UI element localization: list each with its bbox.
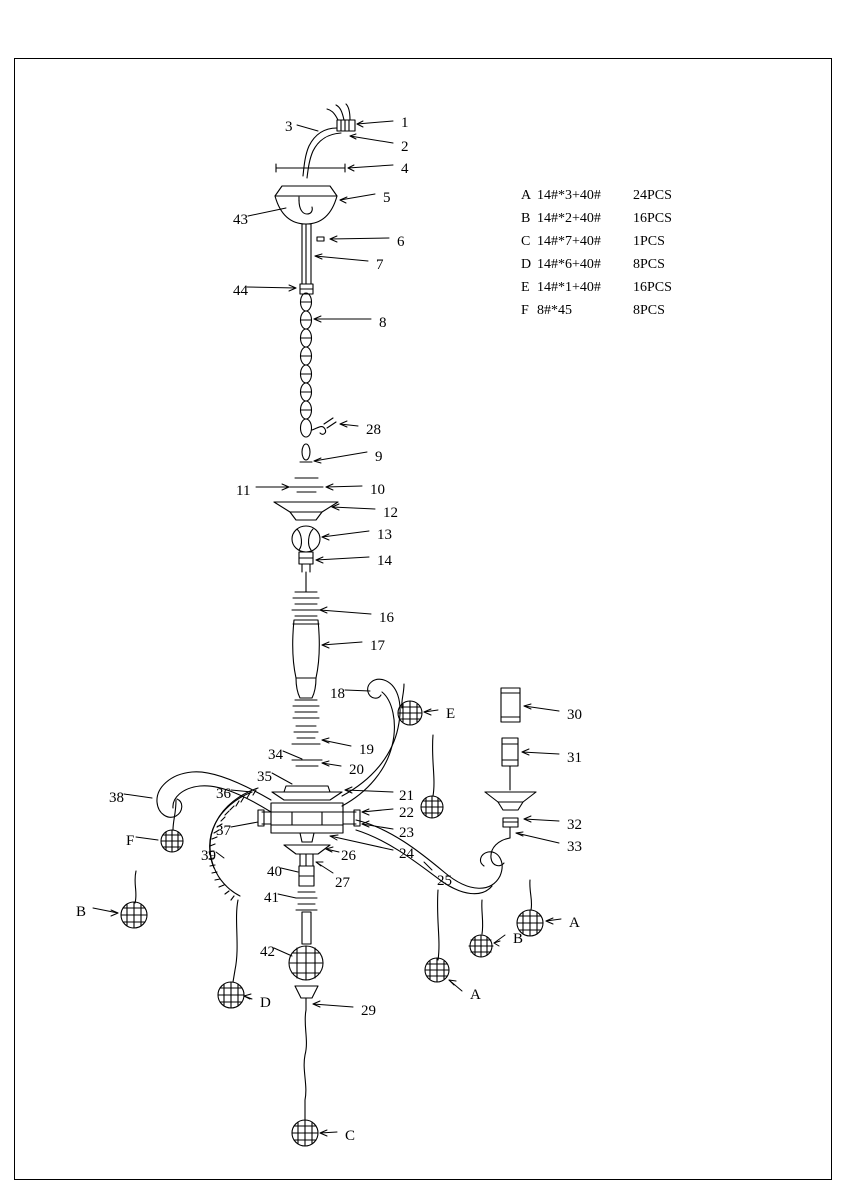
- legend-row: [521, 303, 672, 319]
- part-marker-C: C: [345, 1128, 356, 1144]
- callout-number-18: 18: [330, 686, 345, 702]
- crystal-drop-a-right: [517, 880, 543, 936]
- part-42-ball: [289, 946, 323, 980]
- part-26-dish: [284, 845, 330, 854]
- part-17-column: [293, 620, 320, 718]
- callout-number-22: 22: [399, 805, 414, 821]
- right-lower-scroll-arm: [356, 820, 502, 894]
- callout-number-44: 44: [233, 283, 248, 299]
- part-1-connector: [327, 104, 355, 131]
- callout-number-30: 30: [567, 707, 582, 723]
- part-33-nut: [503, 818, 518, 838]
- legend-row: [521, 211, 672, 227]
- part-27-stem: [300, 854, 313, 866]
- callout-number-26: 26: [341, 848, 356, 864]
- part-19-spacer: [292, 726, 320, 744]
- legend-qty: 8PCS: [633, 303, 665, 318]
- part-2-wire: [303, 128, 341, 178]
- callout-number-4: 4: [401, 161, 409, 177]
- callout-number-39: 39: [201, 848, 216, 864]
- callout-number-14: 14: [377, 553, 392, 569]
- callout-number-38: 38: [109, 790, 124, 806]
- callout-number-41: 41: [264, 890, 279, 906]
- legend-qty: 24PCS: [633, 188, 672, 203]
- left-crystal-strand-ring: [209, 788, 258, 900]
- part-letter-leaders: [93, 706, 561, 1136]
- part-7-rod: [302, 224, 311, 284]
- callout-number-7: 7: [376, 257, 384, 273]
- callout-number-1: 1: [401, 115, 409, 131]
- legend-code: 8#*45: [537, 303, 572, 318]
- part-40-sleeve: [299, 866, 314, 886]
- callout-number-27: 27: [335, 875, 350, 891]
- part-13-ball: [292, 526, 320, 552]
- legend-code: 14#*7+40#: [537, 234, 601, 249]
- callout-number-32: 32: [567, 817, 582, 833]
- part-31-sleeve: [502, 738, 518, 790]
- callout-number-34: 34: [268, 747, 283, 763]
- part-14-cap: [299, 552, 313, 572]
- callout-number-6: 6: [397, 234, 405, 250]
- callout-number-13: 13: [377, 527, 392, 543]
- callout-number-5: 5: [383, 190, 391, 206]
- callout-number-28: 28: [366, 422, 381, 438]
- part-9-loop: [300, 444, 312, 462]
- part-marker-A: A: [470, 987, 481, 1003]
- callout-number-2: 2: [401, 139, 409, 155]
- part-22-body: [258, 803, 360, 833]
- callout-number-9: 9: [375, 449, 383, 465]
- legend-qty: 1PCS: [633, 234, 665, 249]
- part-21-plate: [272, 786, 342, 800]
- part-marker-D: D: [260, 995, 271, 1011]
- part-30-sleeve: [501, 688, 520, 722]
- part-5-canopy: [275, 186, 337, 224]
- part-marker-B: B: [76, 904, 87, 920]
- callout-number-12: 12: [383, 505, 398, 521]
- part-16-spacer: [292, 572, 320, 616]
- crystal-ball-c: [292, 1120, 318, 1146]
- legend-code: 14#*6+40#: [537, 257, 601, 272]
- crystal-drop-e-mid: [421, 735, 443, 818]
- callout-number-40: 40: [267, 864, 282, 880]
- legend-qty: 16PCS: [633, 211, 672, 226]
- part-20-washer: [292, 760, 322, 766]
- callout-number-3: 3: [285, 119, 293, 135]
- legend-qty: 16PCS: [633, 280, 672, 295]
- callout-number-8: 8: [379, 315, 387, 331]
- legend-code: 14#*2+40#: [537, 211, 601, 226]
- callout-number-19: 19: [359, 742, 374, 758]
- parts-legend: [521, 188, 672, 326]
- legend-code: 14#*1+40#: [537, 280, 601, 295]
- legend-key: F: [521, 303, 529, 318]
- callout-number-25: 25: [437, 873, 452, 889]
- callout-number-37: 37: [216, 823, 231, 839]
- part-6-screw: [317, 237, 324, 241]
- callout-number-33: 33: [567, 839, 582, 855]
- callout-number-31: 31: [567, 750, 582, 766]
- part-marker-F: F: [126, 833, 135, 849]
- legend-row: [521, 257, 672, 273]
- legend-row: [521, 280, 672, 296]
- callout-number-20: 20: [349, 762, 364, 778]
- callout-number-29: 29: [361, 1003, 376, 1019]
- callout-number-17: 17: [370, 638, 385, 654]
- crystal-drop-e: [398, 684, 422, 725]
- part-29-finial: [295, 986, 318, 1010]
- callout-number-11: 11: [236, 483, 251, 499]
- callout-number-43: 43: [233, 212, 248, 228]
- part-4-crossbar: [276, 164, 345, 172]
- callout-number-24: 24: [399, 846, 414, 862]
- crystal-drop-d: [218, 900, 244, 1008]
- part-8-chain: [301, 293, 312, 437]
- legend-key: B: [521, 211, 531, 226]
- callout-number-35: 35: [257, 769, 272, 785]
- legend-key: D: [521, 257, 532, 272]
- legend-row: [521, 188, 672, 204]
- part-marker-A: A: [569, 915, 580, 931]
- drop-string-c: [304, 1010, 306, 1120]
- callout-number-16: 16: [379, 610, 394, 626]
- part-32-dish: [485, 792, 536, 810]
- part-24-nut: [300, 833, 314, 842]
- part-marker-B: B: [513, 931, 524, 947]
- legend-key: C: [521, 234, 531, 249]
- part-10-washer: [290, 478, 323, 492]
- legend-key: E: [521, 280, 530, 295]
- crystal-drop-f: [161, 800, 183, 852]
- part-41-spacer: [296, 892, 317, 944]
- callout-number-10: 10: [370, 482, 385, 498]
- part-28-hook: [312, 418, 336, 434]
- callout-number-23: 23: [399, 825, 414, 841]
- legend-key: A: [521, 188, 532, 203]
- legend-qty: 8PCS: [633, 257, 665, 272]
- crystal-drop-b-left: [121, 871, 147, 928]
- part-marker-E: E: [446, 706, 456, 722]
- crystal-drop-a-center: [425, 890, 449, 982]
- callout-number-42: 42: [260, 944, 275, 960]
- legend-row: [521, 234, 672, 250]
- legend-code: 14#*3+40#: [537, 188, 601, 203]
- crystal-drop-b-right: [469, 900, 493, 957]
- callout-number-21: 21: [399, 788, 414, 804]
- part-12-dish: [274, 502, 338, 520]
- callout-number-36: 36: [216, 786, 231, 802]
